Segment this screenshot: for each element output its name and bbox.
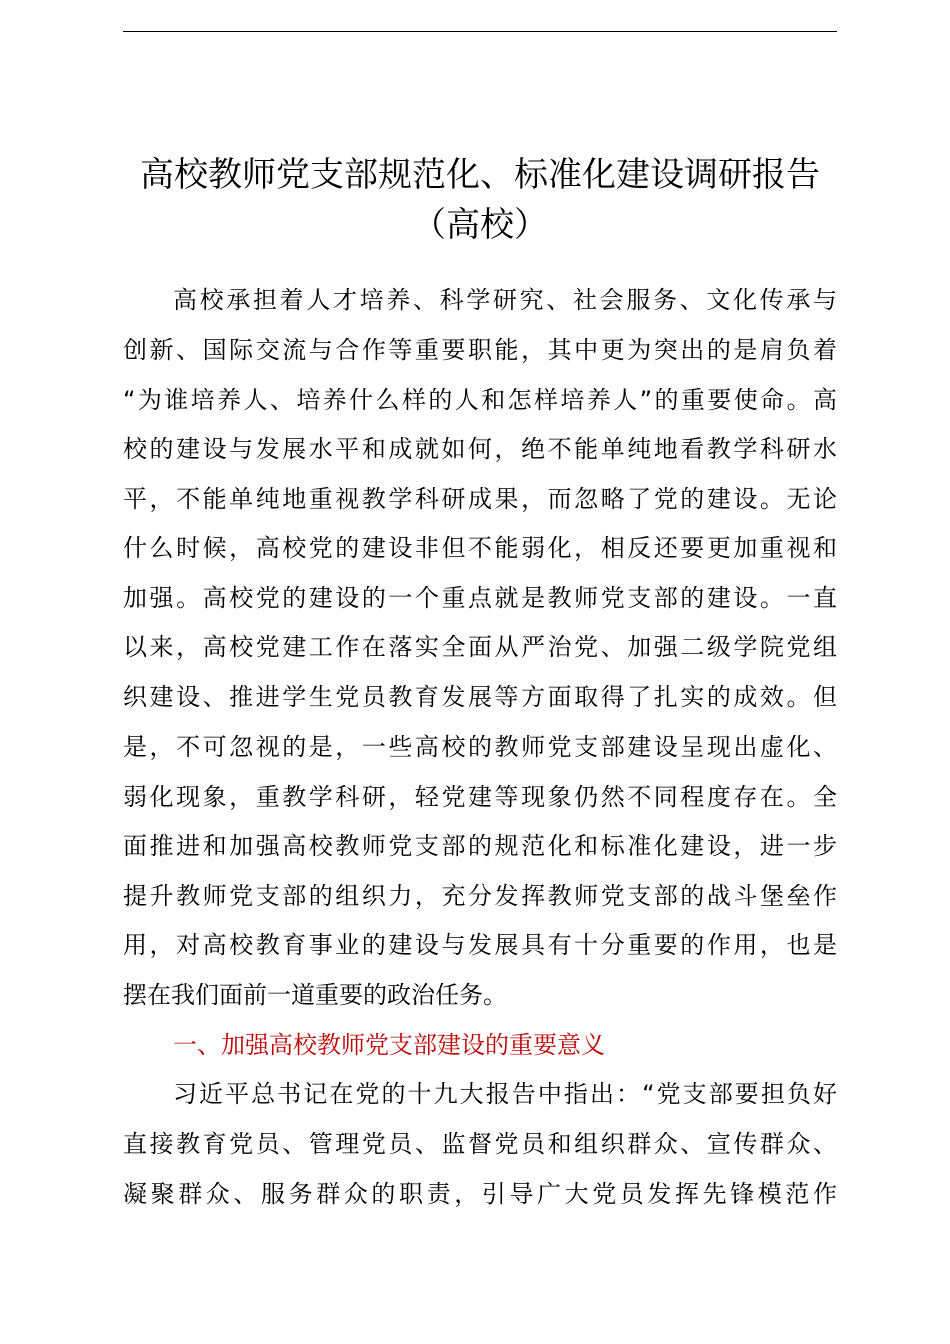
paragraph-line: 高校承担着人才培养、科学研究、社会服务、文化传承与 <box>173 286 837 314</box>
paragraph-line: 加强。高校党的建设的一个重点就是教师党支部的建设。一直 <box>123 584 837 612</box>
header-rule <box>123 31 837 32</box>
paragraph-line: 摆在我们面前一道重要的政治任务。 <box>123 981 507 1009</box>
paragraph-line: 平，不能单纯地重视教学科研成果，而忽略了党的建设。无论 <box>123 485 837 513</box>
paragraph-line: 习近平总书记在党的十九大报告中指出：“党支部要担负好 <box>173 1080 837 1108</box>
paragraph-line: 提升教师党支部的组织力，充分发挥教师党支部的战斗堡垒作 <box>123 882 837 910</box>
paragraph-line: 凝聚群众、服务群众的职责，引导广大党员发挥先锋模范作 <box>123 1180 837 1208</box>
paragraph-line: 创新、国际交流与合作等重要职能，其中更为突出的是肩负着 <box>123 336 837 364</box>
paragraph-line: 弱化现象，重教学科研，轻党建等现象仍然不同程度存在。全 <box>123 783 837 811</box>
document-subtitle: （高校） <box>412 205 548 245</box>
paragraph-line: 直接教育党员、管理党员、监督党员和组织群众、宣传群众、 <box>123 1130 837 1158</box>
paragraph-line: “为谁培养人、培养什么样的人和怎样培养人”的重要使命。高 <box>123 386 837 414</box>
paragraph-line: 校的建设与发展水平和成就如何，绝不能单纯地看教学科研水 <box>123 435 837 463</box>
section-heading: 一、加强高校教师党支部建设的重要意义 <box>173 1031 605 1059</box>
paragraph-line: 什么时候，高校党的建设非但不能弱化，相反还要更加重视和 <box>123 534 837 562</box>
paragraph-line: 是，不可忽视的是，一些高校的教师党支部建设呈现出虚化、 <box>123 733 837 761</box>
paragraph-line: 面推进和加强高校教师党支部的规范化和标准化建设，进一步 <box>123 832 837 860</box>
paragraph-line: 织建设、推进学生党员教育发展等方面取得了扎实的成效。但 <box>123 683 837 711</box>
paragraph-line: 以来，高校党建工作在落实全面从严治党、加强二级学院党组 <box>123 633 837 661</box>
paragraph-line: 用，对高校教育事业的建设与发展具有十分重要的作用，也是 <box>123 931 837 959</box>
document-title: 高校教师党支部规范化、标准化建设调研报告 <box>140 155 820 195</box>
